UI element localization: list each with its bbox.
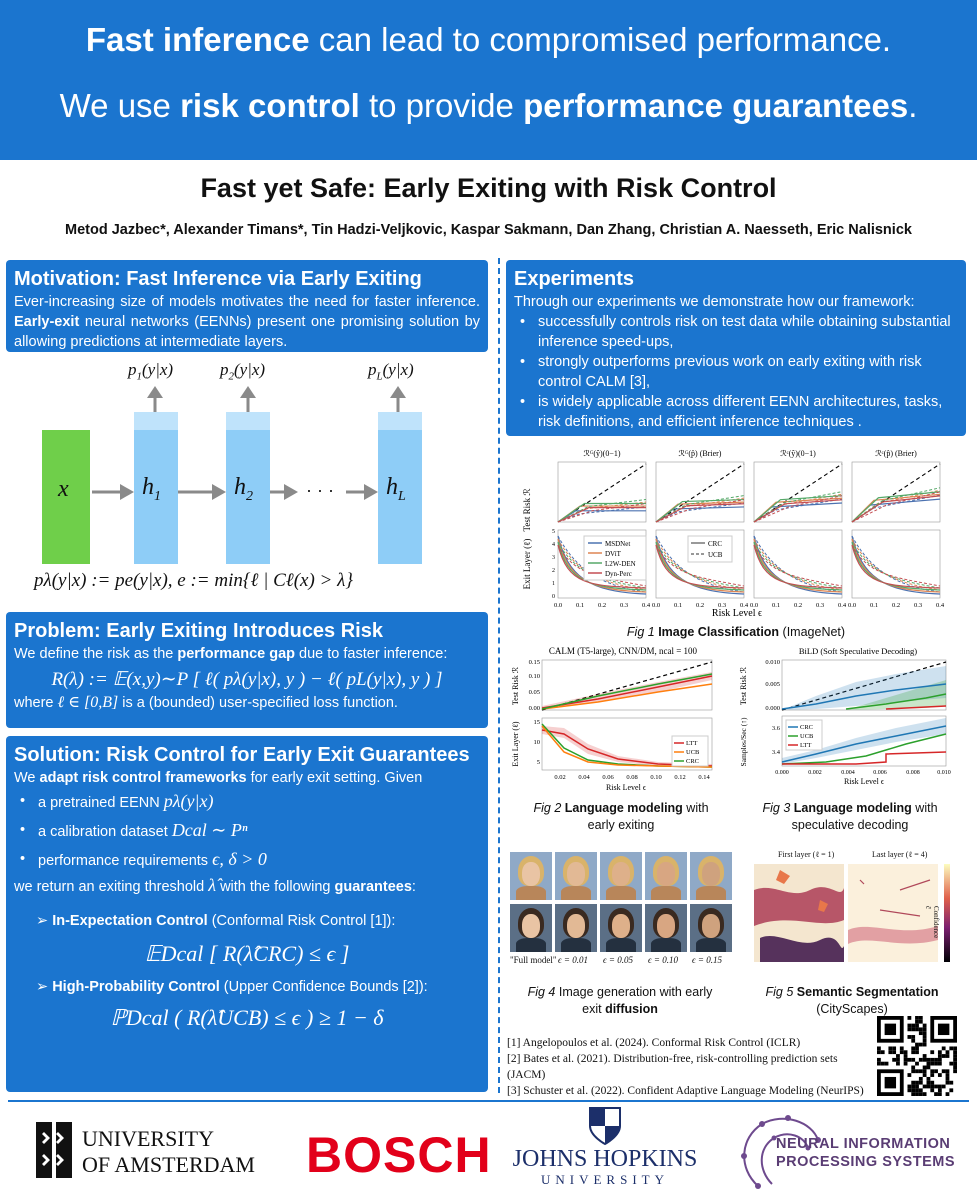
fig1-xtick: 0.3 bbox=[815, 602, 825, 609]
fig1-xtick: 0.2 bbox=[793, 602, 803, 609]
hidden-label-L: $h_L$ bbox=[386, 474, 406, 504]
input-eenn: • a pretrained EENN pλ(y|x) bbox=[14, 788, 480, 817]
hidden-label-1: $h_1$ bbox=[142, 474, 161, 504]
fig3-xtick: 0.008 bbox=[906, 770, 920, 776]
fig2-ytick: 0.10 bbox=[528, 673, 540, 680]
column-divider bbox=[498, 258, 500, 1093]
generated-face-image bbox=[510, 852, 552, 900]
fig1-xtick: 0.2 bbox=[597, 602, 607, 609]
generated-face-image bbox=[600, 904, 642, 952]
fig1-legend-item: UCB bbox=[708, 551, 723, 559]
fig1-legend-item: MSDNet bbox=[605, 540, 631, 548]
fig3-xtick: 0.006 bbox=[873, 770, 887, 776]
jhu-line-1: JOHNS HOPKINS bbox=[512, 1146, 698, 1172]
motivation-heading: Motivation: Fast Inference via Early Exiting bbox=[14, 268, 422, 290]
fig3-ytick: 0.005 bbox=[765, 681, 780, 688]
fig3-bild-speculative-decoding bbox=[736, 646, 956, 786]
generated-face-image bbox=[690, 852, 732, 900]
fig2-ylabel-bottom: Exit Layer (ℓ) bbox=[511, 721, 520, 767]
fig2-ytick: 0.15 bbox=[528, 659, 540, 666]
fig3-ylabel-top: Test Risk ℛ bbox=[739, 666, 748, 706]
uva-logo bbox=[36, 1122, 286, 1182]
fig2-title: CALM (T5-large), CNN/DM, ncal = 100 bbox=[548, 646, 698, 656]
fig2-xtick: 0.10 bbox=[650, 774, 662, 781]
fig1-legend-item: DViT bbox=[605, 550, 621, 558]
motivation-box bbox=[6, 260, 488, 352]
fig4-caption: Fig 4 Image generation with early exit diffusion bbox=[527, 985, 713, 1016]
fig1-xtick: 0.3 bbox=[717, 602, 727, 609]
fig3-xtick: 0.002 bbox=[808, 770, 822, 776]
fig1-legend-methods bbox=[688, 536, 732, 562]
fig1-xtick: 0.0 bbox=[651, 602, 661, 609]
fig4-label: "Full model" bbox=[510, 955, 557, 965]
fig1-ylabel-top: Test Risk ℛ bbox=[522, 488, 532, 532]
fig2-legend-item: LTT bbox=[686, 740, 698, 747]
experiments-box bbox=[506, 260, 966, 436]
top-banner bbox=[0, 0, 977, 160]
ctrl1-label: ➢ In-Expectation Control (Conformal Risk Control [1]): bbox=[36, 913, 396, 929]
fig2-xtick: 0.02 bbox=[554, 774, 566, 781]
fig2-legend-item: UCB bbox=[686, 749, 700, 756]
uva-line-2: OF AMSTERDAM bbox=[82, 1152, 255, 1177]
fig4-diffusion-faces bbox=[510, 852, 730, 972]
solution-intro: We adapt risk control frameworks for early exit setting. Given bbox=[14, 770, 423, 786]
fig1-ytick: 2 bbox=[552, 568, 555, 574]
fig2-ytick: 15 bbox=[533, 719, 540, 726]
generated-face-image bbox=[645, 904, 687, 952]
motivation-text: Ever-increasing size of models motivates the need for faster inference. Early-exit neural networks (EENNs) present one promising solution by allowing predictions at intermediate layers. bbox=[14, 294, 480, 350]
experiments-item: • successfully controls risk on test data while obtaining substantial inference speed-ups, bbox=[514, 312, 958, 352]
neurips-logo bbox=[728, 1108, 968, 1194]
fig2-xtick: 0.14 bbox=[698, 774, 710, 781]
fig3-ytick: 3.4 bbox=[771, 749, 780, 756]
fig1-ytick: 3 bbox=[552, 555, 555, 561]
output-pL: $p_L(y|x)$ bbox=[368, 360, 414, 383]
fig1-ylabel-bottom: Exit Layer (ℓ) bbox=[522, 538, 532, 590]
fig4-label: ϵ = 0.05 bbox=[603, 955, 633, 965]
fig3-legend-item: CRC bbox=[800, 724, 814, 731]
bosch-logo: BOSCH bbox=[306, 1127, 492, 1183]
diagram-dots: · · · bbox=[306, 480, 334, 500]
generated-face-image bbox=[690, 904, 732, 952]
fig2-xtick: 0.08 bbox=[626, 774, 638, 781]
problem-text: We define the risk as the performance gap due to faster inference: bbox=[14, 646, 448, 662]
fig2-ytick: 0.05 bbox=[528, 689, 540, 696]
fig3-title: BiLD (Soft Speculative Decoding) bbox=[798, 646, 918, 656]
fig1-ytick: 0 bbox=[552, 594, 555, 600]
fig1-panel-title: ℛᴳ(p̂) (Brier) bbox=[678, 449, 722, 458]
footer-divider bbox=[8, 1100, 969, 1102]
fig1-caption: Fig 1 Image Classification (ImageNet) bbox=[626, 625, 846, 639]
neurips-line-2: PROCESSING SYSTEMS bbox=[776, 1154, 956, 1170]
fig4-label: ϵ = 0.01 bbox=[558, 955, 588, 965]
fig2-xtick: 0.12 bbox=[674, 774, 686, 781]
fig3-caption: Fig 3 Language modeling with speculative decoding bbox=[762, 801, 938, 832]
solution-return: we return an exiting threshold λ̂ with the following guarantees: bbox=[14, 875, 416, 895]
fig2-calm-language-modeling bbox=[508, 644, 718, 792]
fig3-legend-item: LTT bbox=[800, 742, 812, 749]
fig1-ytick: 1 bbox=[552, 581, 555, 587]
fig3-legend bbox=[786, 720, 822, 750]
fig1-xtick: 0.0 bbox=[553, 602, 563, 609]
solution-heading: Solution: Risk Control for Early Exit Guarantees bbox=[14, 744, 470, 766]
jhu-line-2: UNIVERSITY bbox=[541, 1172, 669, 1187]
fig5-caption: Fig 5 Semantic Segmentation (CityScapes) bbox=[765, 985, 939, 1016]
fig3-ytick: 3.6 bbox=[771, 725, 780, 732]
jhu-shield-icon bbox=[588, 1106, 622, 1146]
fig1-xtick: 0.2 bbox=[891, 602, 901, 609]
fig1-xtick: 0.4 bbox=[837, 602, 847, 609]
uva-crest-icon bbox=[36, 1122, 72, 1178]
exit-formula: pλ(y|x) := pe(y|x), e := min{ℓ | Cℓ(x) > λ} bbox=[34, 570, 353, 591]
crc-guarantee: 𝔼Dcal [ R(λ̂CRC) ≤ ϵ ] bbox=[144, 941, 350, 966]
fig1-xtick: 0.0 bbox=[847, 602, 857, 609]
input-requirements: • performance requirements ϵ, δ > 0 bbox=[14, 846, 480, 875]
fig2-ylabel-top: Test Risk ℛ bbox=[511, 666, 520, 706]
generated-face-image bbox=[645, 852, 687, 900]
experiments-item: • strongly outperforms previous work on early exiting with risk control CALM [3], bbox=[514, 352, 958, 392]
early-exit-diagram bbox=[20, 356, 490, 606]
input-calibration: • a calibration dataset Dcal ∼ Pⁿ bbox=[14, 817, 480, 846]
fig3-xtick: 0.004 bbox=[841, 770, 855, 776]
reference-item: [1] Angelopoulos et al. (2024). Conformal Risk Control (ICLR) bbox=[507, 1037, 801, 1049]
problem-heading: Problem: Early Exiting Introduces Risk bbox=[14, 620, 383, 642]
fig1-xtick: 0.0 bbox=[749, 602, 759, 609]
problem-box bbox=[6, 612, 488, 728]
fig2-caption: Fig 2 Language modeling with early exiting bbox=[533, 801, 709, 832]
fig1-legend-item: L2W-DEN bbox=[605, 560, 636, 568]
generated-face-image bbox=[555, 852, 597, 900]
fig2-legend-item: CRC bbox=[686, 758, 700, 765]
fig2-xlabel: Risk Level ϵ bbox=[605, 783, 647, 792]
banner-line-2: We use risk control to provide performance guarantees. bbox=[59, 87, 918, 124]
fig2-ytick: 10 bbox=[533, 739, 540, 746]
fig1-xtick: 0.2 bbox=[695, 602, 705, 609]
references bbox=[507, 1035, 867, 1099]
hidden-label-2: $h_2$ bbox=[234, 474, 253, 504]
fig1-xtick: 0.1 bbox=[869, 602, 879, 609]
loss-definition: where ℓ ∈ [0,B] is a (bounded) user-specified loss function. bbox=[14, 694, 398, 711]
fig1-xtick: 0.1 bbox=[771, 602, 781, 609]
fig3-ytick: 0.000 bbox=[765, 705, 780, 712]
fig1-xtick: 0.1 bbox=[575, 602, 585, 609]
author-list: Metod Jazbec*, Alexander Timans*, Tin Hadzi-Veljkovic, Kaspar Sakmann, Dan Zhang, Christian A. Naesseth, Eric Nalisnick bbox=[65, 222, 912, 238]
ucb-guarantee: ℙDcal ( R(λ̂UCB) ≤ ϵ ) ≥ 1 − δ bbox=[110, 1005, 384, 1030]
fig1-legend-models bbox=[584, 536, 646, 580]
fig1-xtick: 0.4 bbox=[739, 602, 749, 609]
experiments-intro: Through our experiments we demonstrate how our framework: bbox=[514, 294, 915, 310]
risk-formula: R(λ) := 𝔼(x,y)∼P [ ℓ( pλ(y|x), y ) − ℓ( pL(y|x), y ) ] bbox=[51, 669, 443, 690]
fig1-panel-title: ℛᴳ(ŷ)(0−1) bbox=[583, 449, 621, 458]
output-p1: $p_1(y|x)$ bbox=[128, 360, 174, 383]
experiments-heading: Experiments bbox=[514, 268, 635, 290]
solution-inputs bbox=[14, 788, 480, 875]
fig2-legend bbox=[672, 736, 708, 766]
generated-face-image bbox=[600, 852, 642, 900]
fig4-label: ϵ = 0.10 bbox=[648, 955, 678, 965]
experiments-item: • is widely applicable across different EENN architectures, tasks, risk definitions, and efficient inference techniques . bbox=[514, 392, 958, 432]
fig1-xtick: 0.1 bbox=[673, 602, 683, 609]
qr-code[interactable] bbox=[877, 1016, 957, 1096]
fig5-label-left: First layer (ℓ = 1) bbox=[778, 850, 835, 859]
solution-box bbox=[6, 736, 488, 1092]
fig1-legend-item: Dyn-Perc bbox=[605, 570, 632, 578]
reference-item: [2] Bates et al. (2021). Distribution-free, risk-controlling prediction sets (JACM) bbox=[507, 1053, 838, 1081]
fig2-xtick: 0.04 bbox=[578, 774, 590, 781]
fig3-xtick: 0.010 bbox=[937, 770, 951, 776]
fig2-xtick: 0.06 bbox=[602, 774, 614, 781]
fig3-xlabel: Risk Level ϵ bbox=[843, 777, 885, 786]
fig3-ylabel-bottom: Samples/Sec (↑) bbox=[739, 717, 748, 767]
banner-line-1: Fast inference can lead to compromised performance. bbox=[85, 21, 892, 58]
fig1-image-classification bbox=[522, 446, 952, 618]
fig1-ytick: 4 bbox=[552, 542, 555, 548]
fig5-label-right: Last layer (ℓ = 4) bbox=[872, 850, 928, 859]
fig3-legend-item: UCB bbox=[800, 733, 814, 740]
fig1-xlabel: Risk Level ϵ bbox=[711, 608, 763, 618]
fig3-ytick: 0.010 bbox=[765, 659, 780, 666]
ctrl2-label: ➢ High-Probability Control (Upper Confidence Bounds [2]): bbox=[36, 979, 428, 995]
fig1-xtick: 0.3 bbox=[913, 602, 923, 609]
experiments-list bbox=[514, 312, 958, 432]
generated-face-image bbox=[555, 904, 597, 952]
fig4-label: ϵ = 0.15 bbox=[692, 955, 722, 965]
fig2-ytick: 5 bbox=[536, 759, 540, 766]
input-label: x bbox=[58, 476, 69, 502]
paper-title: Fast yet Safe: Early Exiting with Risk Control bbox=[200, 173, 777, 203]
fig1-xtick: 0.4 bbox=[641, 602, 651, 609]
fig1-panel-title: ℛᶜ(p̂) (Brier) bbox=[875, 449, 917, 458]
fig1-xtick: 0.4 bbox=[935, 602, 945, 609]
reference-item: [3] Schuster et al. (2022). Confident Adaptive Language Modeling (NeurIPS) bbox=[507, 1085, 864, 1097]
fig1-panel-title: ℛᶜ(ŷ)(0−1) bbox=[780, 449, 816, 458]
uva-line-1: UNIVERSITY bbox=[82, 1126, 214, 1151]
neurips-line-1: NEURAL INFORMATION bbox=[776, 1136, 951, 1152]
output-p2: $p_2(y|x)$ bbox=[220, 360, 266, 383]
fig1-ytick: 5 bbox=[552, 529, 555, 535]
fig1-legend-item: CRC bbox=[708, 540, 723, 548]
fig5-colorbar-label: Confidence ĉ bbox=[924, 906, 940, 939]
generated-face-image bbox=[510, 904, 552, 952]
fig5-segmentation bbox=[750, 850, 968, 970]
jhu-logo bbox=[510, 1106, 700, 1196]
fig2-ytick: 0.00 bbox=[528, 705, 540, 712]
fig1-xtick: 0.3 bbox=[619, 602, 629, 609]
fig3-xtick: 0.000 bbox=[775, 770, 789, 776]
